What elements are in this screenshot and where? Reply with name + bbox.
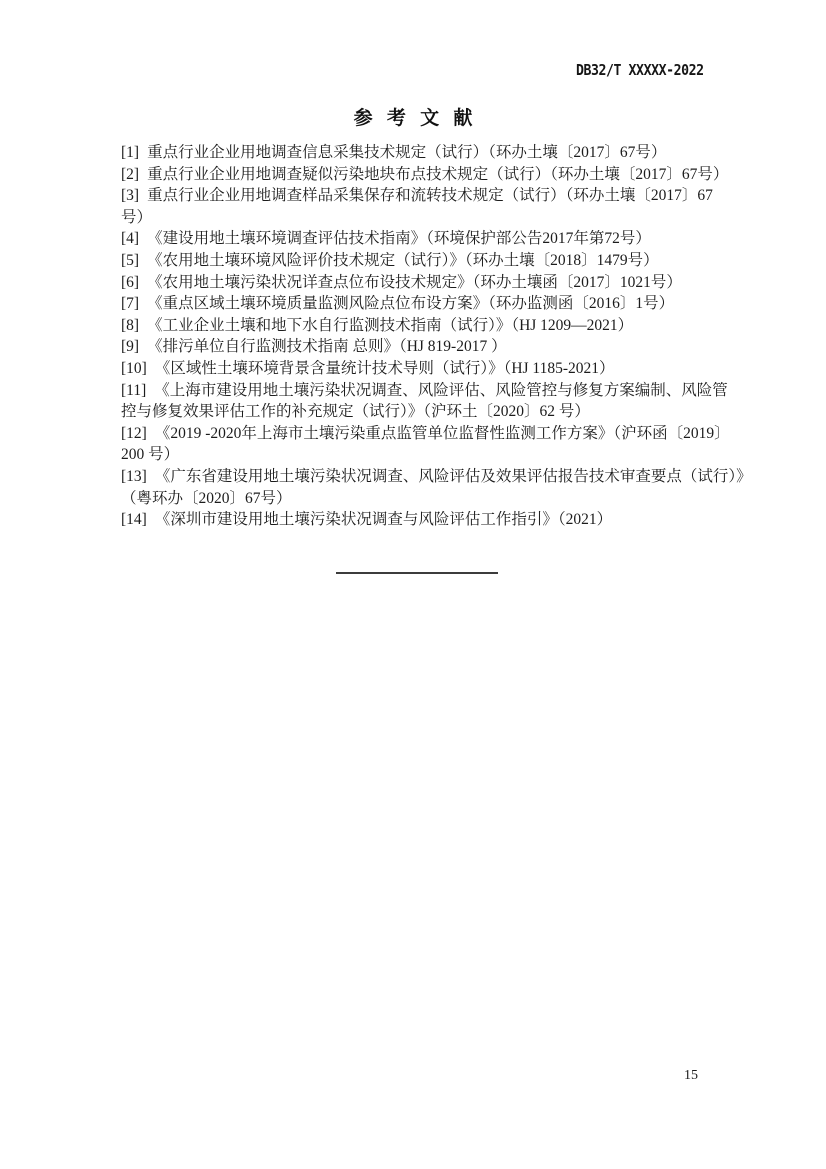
reference-text: 重点行业企业用地调查样品采集保存和流转技术规定（试行）（环办土壤〔2017〕67 [147,187,713,205]
reference-line [121,380,761,402]
page-number: 15 [684,1068,698,1083]
reference-line [121,272,761,294]
reference-line [121,336,761,358]
reference-item [121,358,761,380]
reference-text: 200 号） [121,446,180,464]
reference-text: 重点行业企业用地调查信息采集技术规定（试行）（环办土壤〔2017〕67号） [147,144,667,161]
reference-number: [14] [121,511,147,529]
reference-line [121,423,761,445]
reference-text: 重点行业企业用地调查疑似污染地块布点技术规定（试行）（环办土壤〔2017〕67号） [147,165,729,183]
reference-number: [13] [121,467,147,485]
reference-line [121,207,761,229]
reference-number: [5] [121,251,140,269]
reference-line [121,315,761,337]
reference-line [121,164,761,186]
reference-list [121,142,761,531]
document-code: DB32/T XXXXX-2022 [576,61,704,79]
reference-number: [3] [121,187,140,205]
reference-text: 《上海市建设用地土壤污染状况调查、风险评估、风险管控与修复方案编制、风险管 [154,381,728,399]
reference-item [121,228,761,250]
reference-text: 《排污单位自行监测技术指南 总则》（HJ 819-2017 ） [147,338,507,356]
reference-line [121,488,761,510]
reference-item [121,423,761,466]
reference-line [121,250,761,272]
reference-number: [10] [121,359,147,377]
reference-text: 《工业企业土壤和地下水自行监测技术指南（试行）》（HJ 1209—2021） [147,316,634,334]
reference-text: 《2019 -2020年上海市土壤污染重点监管单位监督性监测工作方案》（沪环函〔2019〕 [154,424,730,442]
reference-number: [12] [121,424,147,442]
reference-line [121,509,761,531]
reference-text: 《重点区域土壤环境质量监测风险点位布设方案》（环办监测函〔2016〕1号） [147,295,675,313]
reference-number: [1] [121,144,140,161]
reference-number: [8] [121,316,140,334]
end-of-document-rule [336,572,498,574]
reference-line [121,444,761,466]
reference-text: 《区域性土壤环境背景含量统计技术导则（试行）》（HJ 1185-2021） [154,359,615,377]
reference-line [121,358,761,380]
reference-item [121,142,761,164]
reference-text: 控与修复效果评估工作的补充规定（试行）》（沪环土〔2020〕62 号） [121,403,590,421]
reference-line [121,466,761,488]
reference-line [121,142,761,164]
reference-number: [11] [121,381,147,399]
reference-text: 《建设用地土壤环境调查评估技术指南》（环境保护部公告2017年第72号） [147,230,651,248]
reference-text: 《农用地土壤污染状况详查点位布设技术规定》（环办土壤函〔2017〕1021号） [147,273,682,291]
reference-item [121,272,761,294]
reference-number: [9] [121,338,140,356]
reference-text: 《广东省建设用地土壤污染状况调查、风险评估及效果评估报告技术审查要点（试行）》 [154,467,752,485]
reference-item [121,509,761,531]
reference-item [121,293,761,315]
reference-text: 《农用地土壤环境风险评价技术规定（试行）》（环办土壤〔2018〕1479号） [147,251,659,269]
reference-text: （粤环办〔2020〕67号） [121,489,292,507]
reference-item [121,185,761,228]
reference-item [121,380,761,423]
reference-line [121,228,761,250]
reference-line [121,185,761,207]
reference-item [121,164,761,186]
reference-number: [6] [121,273,140,291]
page-title: 参 考 文 献 [353,108,473,129]
reference-item [121,250,761,272]
reference-number: [7] [121,295,140,313]
reference-text: 《深圳市建设用地土壤污染状况调查与风险评估工作指引》（2021） [154,511,613,529]
reference-number: [2] [121,165,140,183]
reference-line [121,401,761,423]
reference-item [121,336,761,358]
reference-item [121,466,761,509]
reference-text: 号） [121,208,153,226]
reference-item [121,315,761,337]
reference-line [121,293,761,315]
reference-number: [4] [121,230,140,248]
